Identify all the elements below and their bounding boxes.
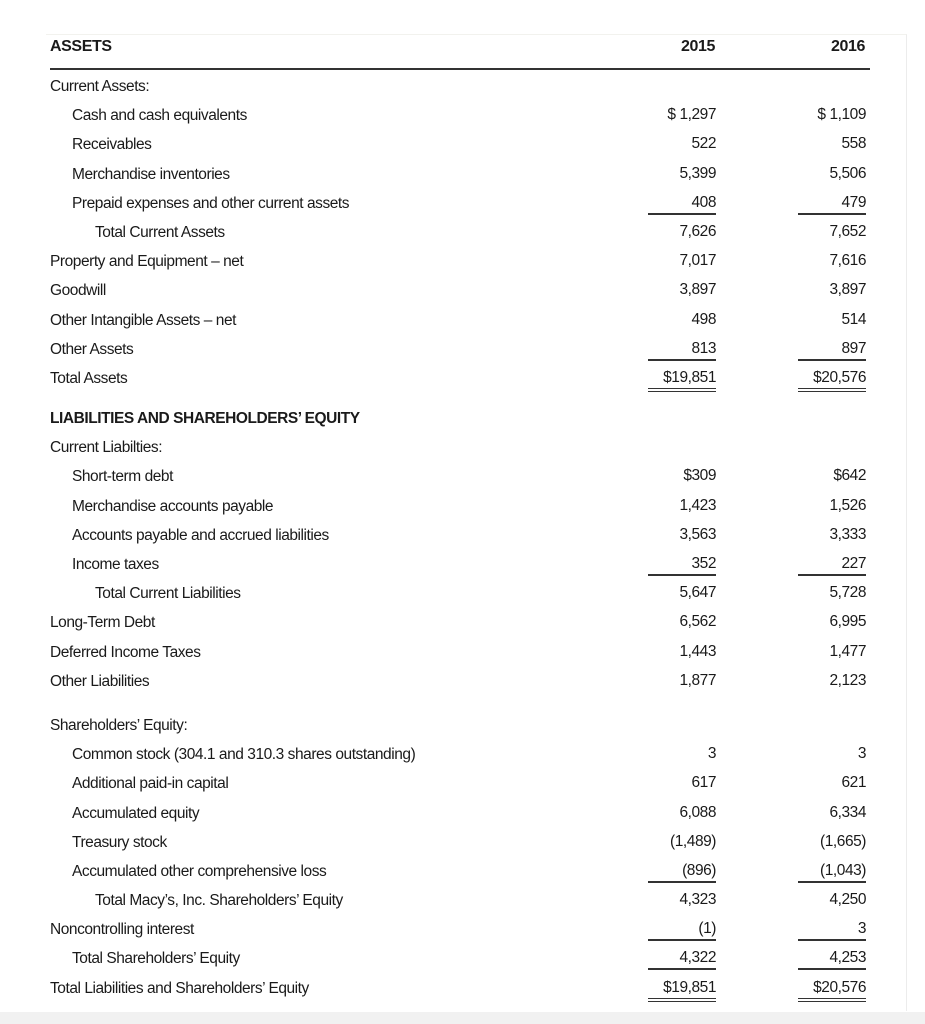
value-2015: $309 (683, 467, 716, 485)
value-2016: 514 (841, 310, 866, 328)
table-row (50, 800, 870, 829)
header-year-2015: 2015 (681, 38, 715, 55)
value-2016: 897 (798, 340, 866, 361)
value-2015: 4,322 (648, 949, 716, 970)
table-row (50, 609, 870, 638)
table-row (50, 102, 870, 131)
value-2015: $19,851 (648, 369, 716, 392)
value-2015: 522 (691, 135, 716, 153)
table-row (50, 307, 870, 336)
table-row (50, 668, 870, 697)
value-2015: 813 (648, 340, 716, 361)
table-row (50, 131, 870, 160)
value-2015: (1,489) (670, 832, 716, 850)
bottom-band (0, 1012, 925, 1024)
value-2016: 1,477 (829, 642, 866, 660)
value-2015: 3,563 (679, 525, 716, 543)
value-2015: 617 (691, 774, 716, 792)
row-label: Current Assets: (50, 78, 150, 95)
value-2016: 3,333 (829, 525, 866, 543)
row-label: Property and Equipment – net (50, 253, 244, 271)
table-row (50, 493, 870, 522)
value-2016: 6,995 (829, 613, 866, 631)
row-label: LIABILITIES AND SHAREHOLDERS’ EQUITY (50, 410, 360, 428)
row-label: Total Macy’s, Inc. Shareholders’ Equity (95, 892, 343, 910)
value-2015: $ 1,297 (667, 106, 716, 124)
row-label: Total Shareholders’ Equity (72, 950, 240, 968)
table-row (50, 770, 870, 799)
row-label: Total Liabilities and Shareholders’ Equity (50, 979, 309, 997)
value-2015: 1,443 (679, 642, 716, 660)
section-heading (50, 405, 870, 434)
value-2015: 6,562 (679, 613, 716, 631)
value-2016: 227 (798, 555, 866, 576)
value-2015: 5,647 (679, 584, 716, 602)
table-row (50, 73, 870, 102)
value-2015: 498 (691, 310, 716, 328)
table-row (50, 522, 870, 551)
value-2016: $20,576 (798, 369, 866, 392)
row-label: Cash and cash equivalents (72, 107, 247, 125)
row-label: Prepaid expenses and other current assets (72, 194, 350, 212)
row-label: Common stock (304.1 and 310.3 shares outstanding) (72, 746, 416, 764)
value-2015: $19,851 (648, 979, 716, 1002)
row-label: Accumulated equity (72, 804, 200, 822)
value-2015: (1) (648, 920, 716, 941)
row-label: Current Liabilties: (50, 439, 163, 457)
value-2016: 7,616 (829, 252, 866, 270)
value-2016: 1,526 (829, 496, 866, 514)
value-2016: 3 (798, 920, 866, 941)
value-2015: 5,399 (679, 164, 716, 182)
value-2016: 6,334 (829, 803, 866, 821)
table-row (50, 639, 870, 668)
table-row (50, 712, 870, 741)
row-label: Merchandise inventories (72, 165, 230, 183)
table-row (50, 916, 870, 945)
row-label: Other Assets (50, 340, 134, 358)
table-row (50, 551, 870, 580)
table-row (50, 336, 870, 365)
value-2016: 3,897 (829, 281, 866, 299)
value-2015: 1,423 (679, 496, 716, 514)
value-2016: 4,250 (829, 891, 866, 909)
table-row (50, 945, 870, 974)
value-2015: 6,088 (679, 803, 716, 821)
row-label: Accumulated other comprehensive loss (72, 862, 327, 880)
value-2016: 5,728 (829, 584, 866, 602)
value-2015: 352 (648, 555, 716, 576)
table-header (50, 36, 870, 70)
value-2015: 7,626 (679, 222, 716, 240)
table-row (50, 365, 870, 394)
value-2015: 408 (648, 194, 716, 215)
row-label: Other Liabilities (50, 672, 150, 690)
header-assets: ASSETS (50, 38, 112, 55)
value-2015: 4,323 (679, 891, 716, 909)
table-row (50, 741, 870, 770)
table-row (50, 219, 870, 248)
value-2016: 479 (798, 194, 866, 215)
row-label: Treasury stock (72, 833, 167, 851)
balance-sheet-table (50, 73, 870, 1004)
row-label: Shareholders’ Equity: (50, 716, 188, 734)
row-label: Additional paid-in capital (72, 775, 229, 793)
row-label: Total Current Liabilities (95, 585, 241, 603)
value-2015: (896) (648, 862, 716, 883)
table-row (50, 434, 870, 463)
value-2016: (1,043) (798, 862, 866, 883)
value-2016: 621 (841, 774, 866, 792)
value-2015: 7,017 (679, 252, 716, 270)
table-row (50, 161, 870, 190)
row-label: Long-Term Debt (50, 614, 155, 632)
row-label: Deferred Income Taxes (50, 643, 201, 661)
row-label: Goodwill (50, 282, 106, 300)
value-2015: 3 (707, 745, 716, 763)
row-label: Merchandise accounts payable (72, 497, 274, 515)
table-row (50, 858, 870, 887)
table-row (50, 887, 870, 916)
row-label: Total Current Assets (95, 223, 225, 241)
table-row (50, 829, 870, 858)
table-row (50, 277, 870, 306)
value-2015: 3,897 (679, 281, 716, 299)
row-label: Receivables (72, 136, 152, 154)
value-2016: $ 1,109 (817, 106, 866, 124)
value-2016: $642 (833, 467, 866, 485)
value-2015: 1,877 (679, 671, 716, 689)
value-2016: 558 (841, 135, 866, 153)
table-row (50, 580, 870, 609)
value-2016: $20,576 (798, 979, 866, 1002)
row-label: Noncontrolling interest (50, 921, 194, 939)
row-label: Income taxes (72, 556, 159, 573)
value-2016: (1,665) (820, 832, 866, 850)
value-2016: 7,652 (829, 222, 866, 240)
header-year-2016: 2016 (831, 38, 865, 55)
value-2016: 2,123 (829, 671, 866, 689)
table-row (50, 463, 870, 492)
table-row (50, 975, 870, 1004)
row-label: Other Intangible Assets – net (50, 311, 236, 329)
row-label: Accounts payable and accrued liabilities (72, 526, 329, 544)
table-row (50, 190, 870, 219)
row-label: Short-term debt (72, 468, 173, 486)
table-row (50, 248, 870, 277)
value-2016: 4,253 (798, 949, 866, 970)
value-2016: 3 (857, 745, 866, 763)
value-2016: 5,506 (829, 164, 866, 182)
row-label: Total Assets (50, 369, 128, 387)
